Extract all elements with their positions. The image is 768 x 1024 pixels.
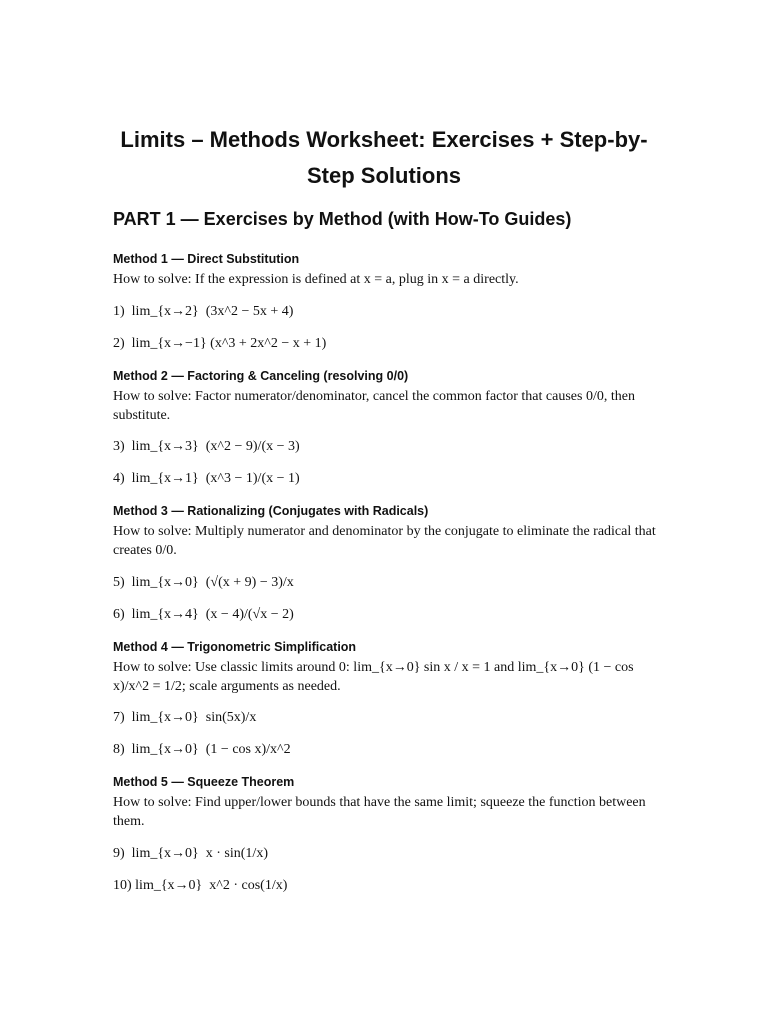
exercise-item: 6) lim_{x→4} (x − 4)/(√x − 2) <box>113 607 294 622</box>
method-howto: How to solve: Find upper/lower bounds that have the same limit; squeeze the function between them. <box>113 795 646 829</box>
exercise-item: 4) lim_{x→1} (x^3 − 1)/(x − 1) <box>113 471 300 486</box>
method-howto: How to solve: If the expression is defined at x = a, plug in x = a directly. <box>113 272 519 287</box>
exercise-item: 1) lim_{x→2} (3x^2 − 5x + 4) <box>113 304 294 319</box>
page-title: Limits – Methods Worksheet: Exercises + Step-by-Step Solutions <box>120 127 648 188</box>
method-heading: Method 2 — Factoring & Canceling (resolving 0/0) <box>113 369 409 383</box>
exercise-item: 8) lim_{x→0} (1 − cos x)/x^2 <box>113 742 291 757</box>
part-heading: PART 1 — Exercises by Method (with How-To Guides) <box>113 209 572 229</box>
method-heading: Method 3 — Rationalizing (Conjugates with Radicals) <box>113 504 429 518</box>
method-2-block <box>113 368 673 425</box>
exercise-item: 9) lim_{x→0} x · sin(1/x) <box>113 846 268 861</box>
method-heading: Method 4 — Trigonometric Simplification <box>113 640 357 654</box>
exercise-item: 3) lim_{x→3} (x^2 − 9)/(x − 3) <box>113 439 300 454</box>
exercise-item: 10) lim_{x→0} x^2 · cos(1/x) <box>113 878 288 893</box>
method-heading: Method 1 — Direct Substitution <box>113 252 300 266</box>
method-howto: How to solve: Factor numerator/denominator, cancel the common factor that causes 0/0, then substitute. <box>113 389 635 423</box>
method-howto: How to solve: Use classic limits around 0: lim_{x→0} sin x / x = 1 and lim_{x→0} (1 − cos x)/x^2 = 1/2; scale arguments as needed. <box>113 660 634 694</box>
exercise-item: 2) lim_{x→−1} (x^3 + 2x^2 − x + 1) <box>113 336 327 351</box>
method-howto: How to solve: Multiply numerator and denominator by the conjugate to eliminate the radical that creates 0/0. <box>113 524 656 558</box>
method-4-block <box>113 639 673 696</box>
exercise-item: 7) lim_{x→0} sin(5x)/x <box>113 710 257 725</box>
method-1-block <box>113 251 673 289</box>
exercise-item: 5) lim_{x→0} (√(x + 9) − 3)/x <box>113 575 294 590</box>
method-3-block <box>113 503 673 560</box>
method-heading: Method 5 — Squeeze Theorem <box>113 775 295 789</box>
method-5-block <box>113 774 673 831</box>
